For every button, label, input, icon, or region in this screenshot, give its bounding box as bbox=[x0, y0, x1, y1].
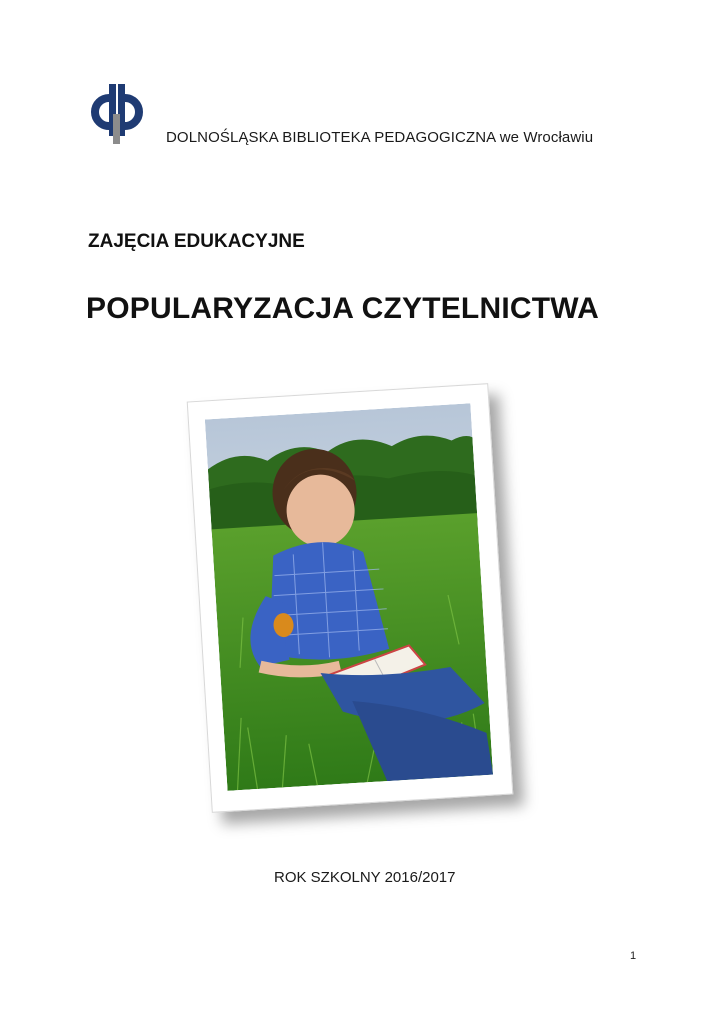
document-subtitle: ZAJĘCIA EDUKACYJNE bbox=[88, 231, 305, 252]
library-logo-icon bbox=[86, 84, 148, 146]
boy-reading-photo bbox=[205, 403, 493, 791]
page-number: 1 bbox=[630, 950, 637, 962]
photo-frame bbox=[187, 383, 514, 813]
school-year: ROK SZKOLNY 2016/2017 bbox=[274, 869, 456, 886]
document-title: POPULARYZACJA CZYTELNICTWA bbox=[86, 292, 599, 325]
institution-name: DOLNOŚLĄSKA BIBLIOTEKA PEDAGOGICZNA we Wrocławiu bbox=[166, 129, 594, 146]
